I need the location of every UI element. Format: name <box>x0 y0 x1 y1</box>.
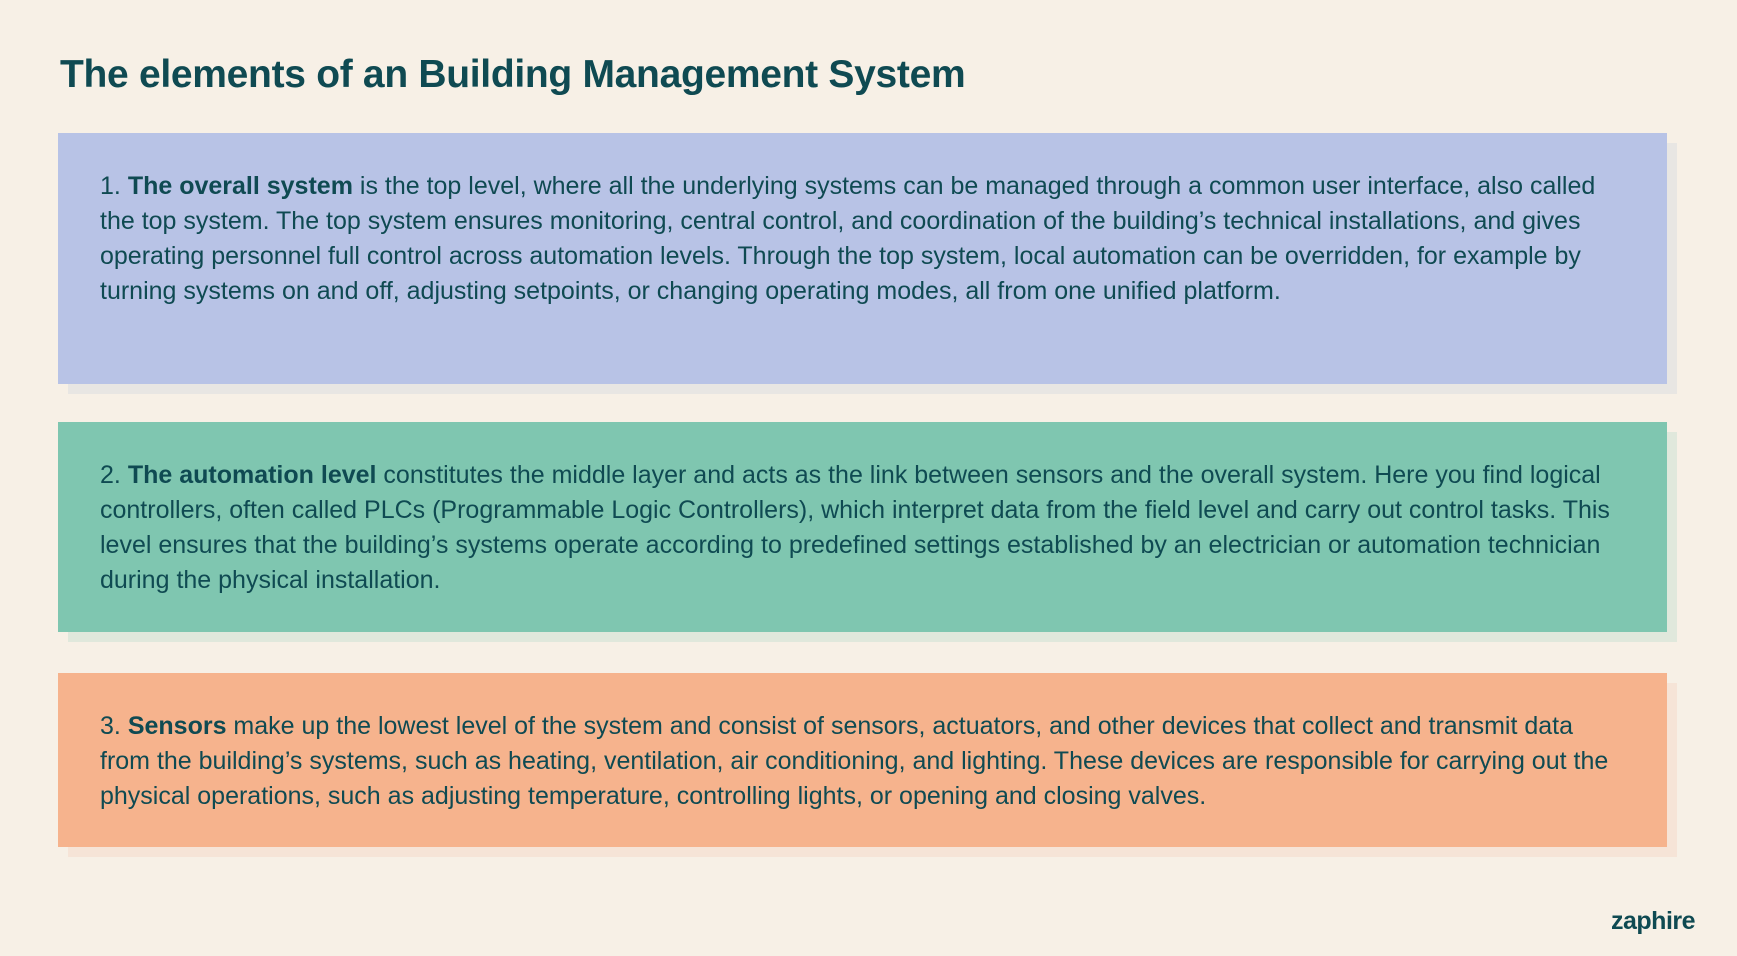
brand-logo: zaphire <box>1611 907 1696 935</box>
card-automation-level <box>58 422 1667 632</box>
card-text: is the top level, where all the underlying systems can be managed through a common user interface, also called the top system. The top system ensures monitoring, central control, and coordination of the building’s technical installations, and gives operating personnel full control across automation levels. Through the top system, local automation can be overridden, for example by turning systems on and off, adjusting setpoints, or changing operating modes, all from one unified platform. <box>100 172 1596 305</box>
card-text: make up the lowest level of the system and consist of sensors, actuators, and other devices that collect and transmit data from the building’s systems, such as heating, ventilation, air conditioning, and lighting. These devices are responsible for carrying out the physical operations, such as adjusting temperature, controlling lights, or opening and closing valves. <box>100 712 1609 810</box>
card-overall-system <box>58 133 1667 384</box>
card-heading: The overall system <box>127 172 353 200</box>
card-sensors <box>58 673 1667 847</box>
card-body <box>58 673 1667 847</box>
card-heading: Sensors <box>127 712 227 740</box>
card-number: 1. <box>100 172 121 200</box>
page-title: The elements of an Building Management System <box>60 53 966 96</box>
card-heading: The automation level <box>127 461 377 489</box>
card-number: 3. <box>100 712 121 740</box>
card-body <box>58 133 1667 384</box>
card-text: constitutes the middle layer and acts as the link between sensors and the overall system. Here you find logical controllers, often called PLCs (Programmable Logic Controllers), which interpret data from the field level and carry out control tasks. This level ensures that the building’s systems operate according to predefined settings established by an electrician or automation technician during the physical installation. <box>100 461 1610 594</box>
card-body <box>58 422 1667 632</box>
card-number: 2. <box>100 461 121 489</box>
